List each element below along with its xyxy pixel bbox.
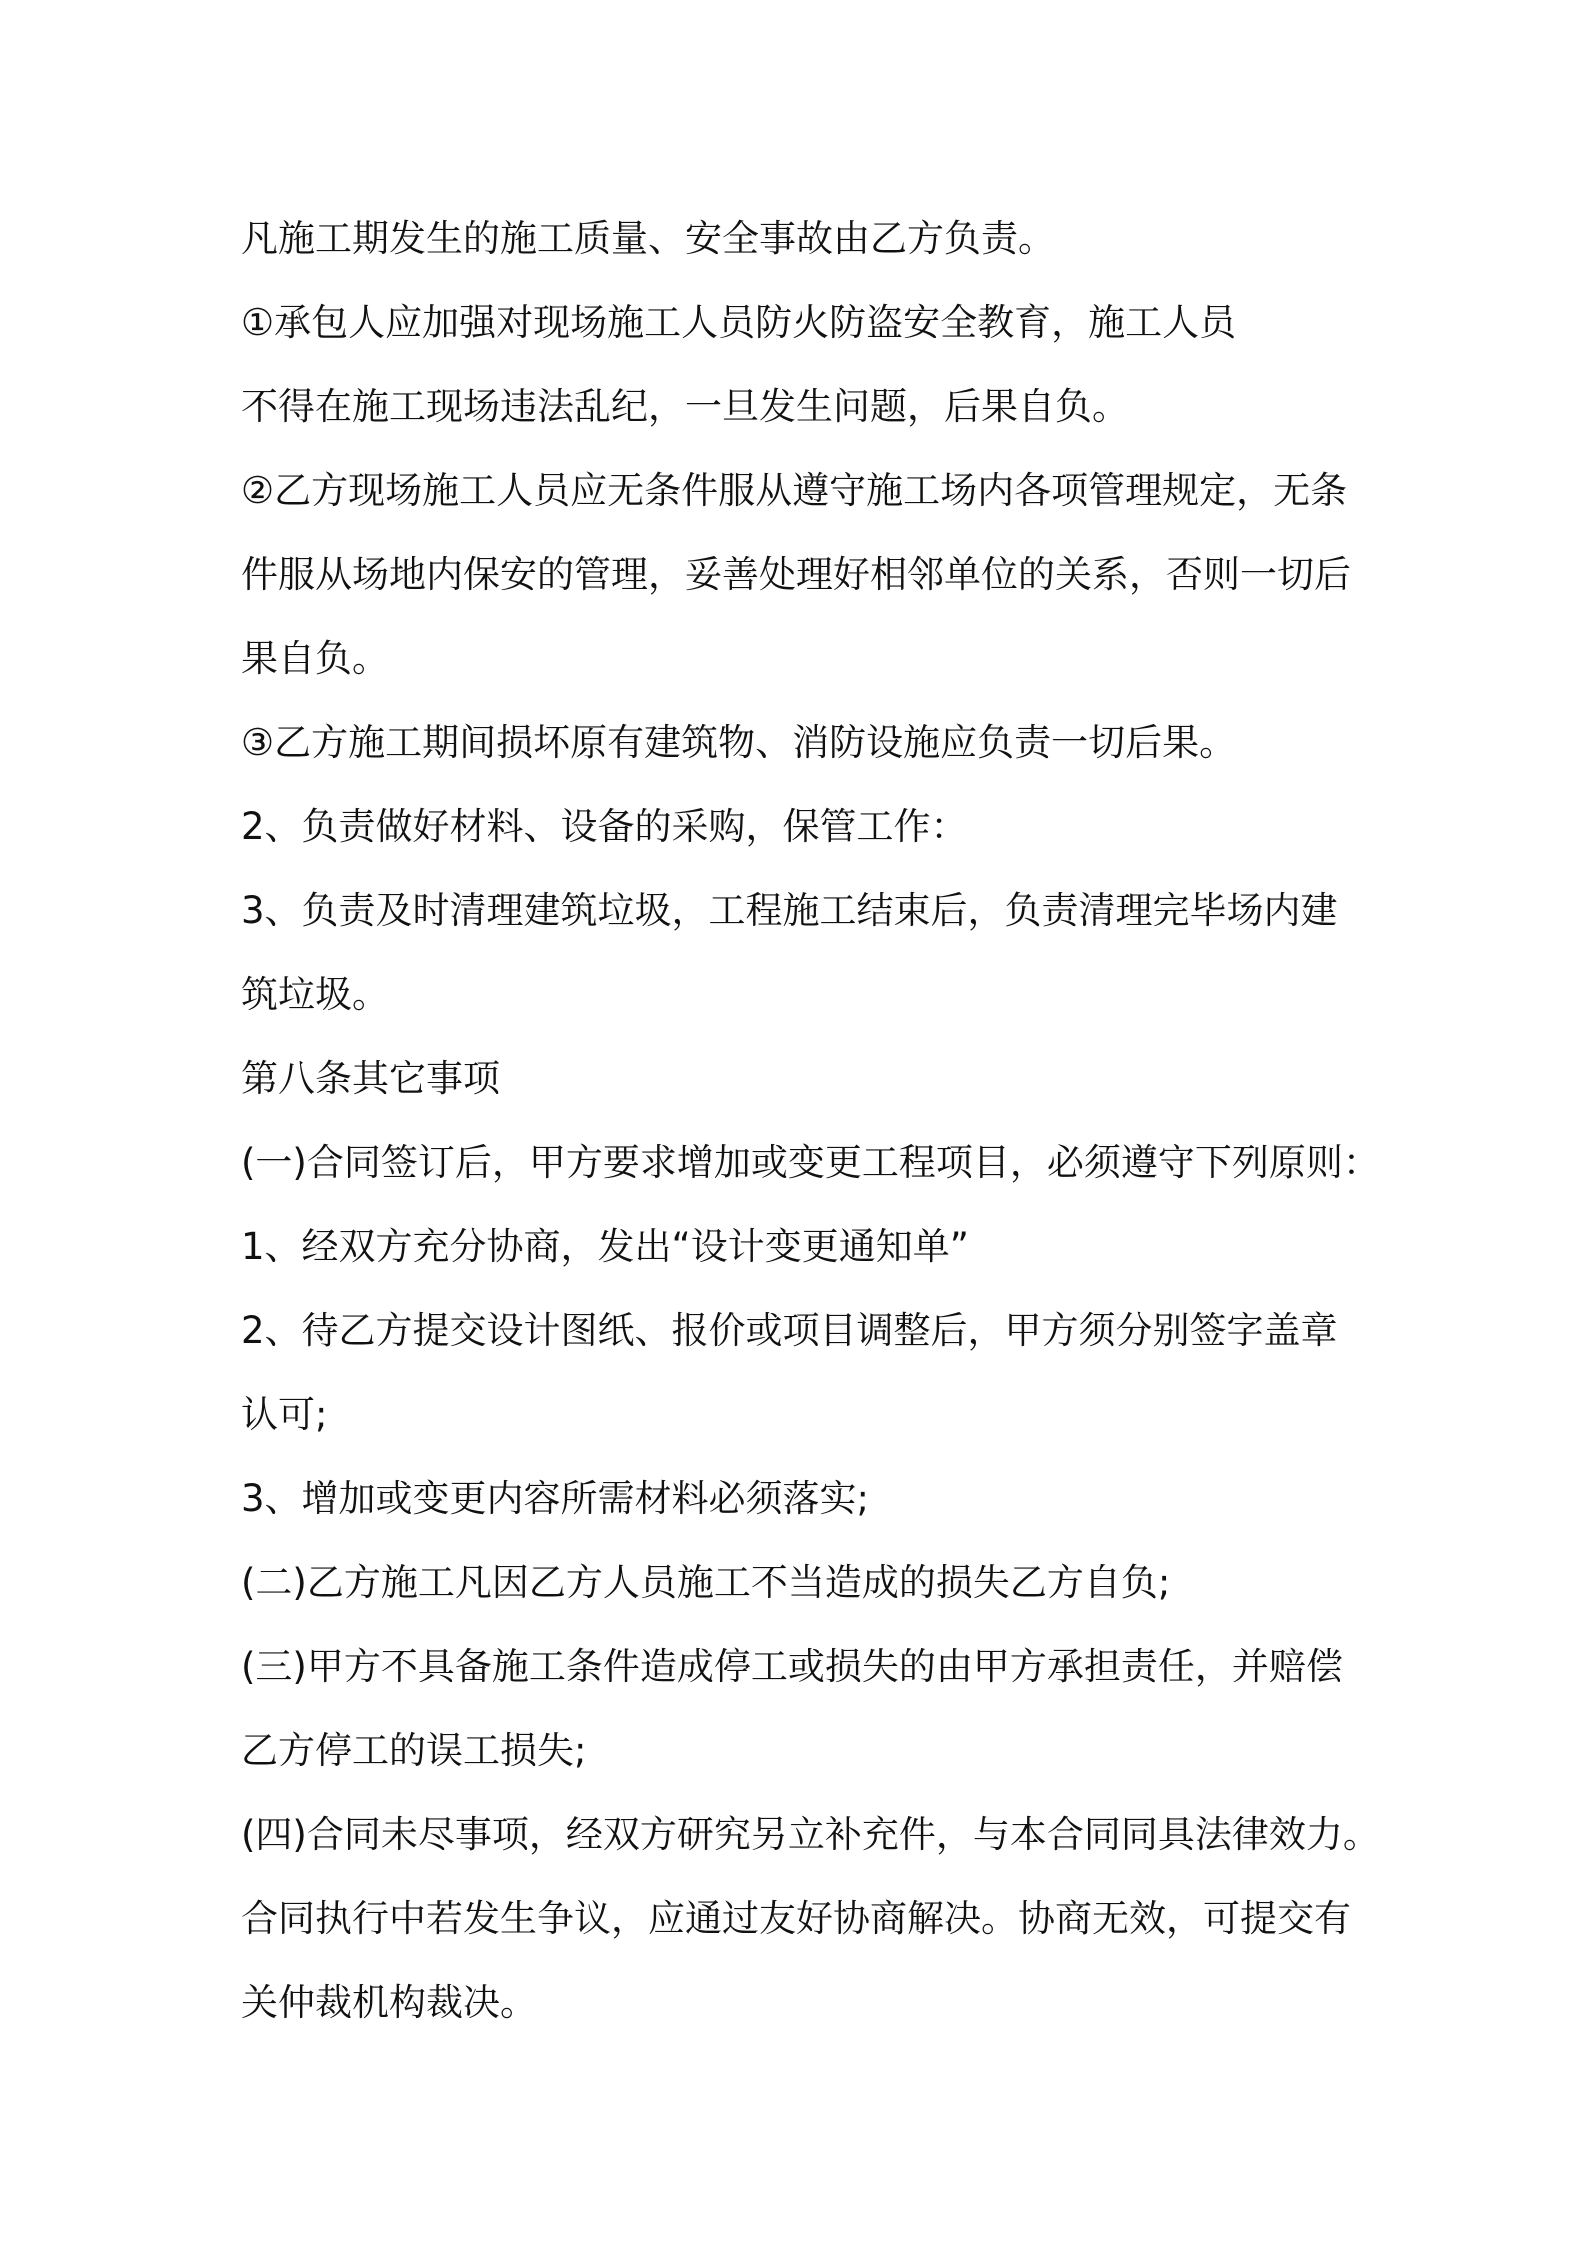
document-body <box>241 197 1380 2045</box>
text-line: 果自负。 <box>241 637 389 680</box>
text-line: ②乙方现场施工人员应无条件服从遵守施工场内各项管理规定，无条 <box>241 469 1348 512</box>
text-line: (二)乙方施工凡因乙方人员施工不当造成的损失乙方自负; <box>241 1561 1171 1604</box>
text-line: 关仲裁机构裁决。 <box>241 1981 537 2024</box>
text-line: 凡施工期发生的施工质量、安全事故由乙方负责。 <box>241 217 1055 260</box>
text-line: (四)合同未尽事项，经双方研究另立补充件，与本合同同具法律效力。 <box>241 1813 1380 1856</box>
text-line: 合同执行中若发生争议，应通过友好协商解决。协商无效，可提交有 <box>241 1897 1351 1940</box>
text-line: 乙方停工的误工损失; <box>241 1729 587 1772</box>
text-line: 认可; <box>241 1393 328 1436</box>
text-line: 1、经双方充分协商，发出“设计变更通知单” <box>241 1225 969 1268</box>
text-line: 不得在施工现场违法乱纪，一旦发生问题，后果自负。 <box>241 385 1129 428</box>
text-line: (三)甲方不具备施工条件造成停工或损失的由甲方承担责任，并赔偿 <box>241 1645 1343 1688</box>
text-line: 3、负责及时清理建筑垃圾，工程施工结束后，负责清理完毕场内建 <box>241 889 1338 932</box>
text-line: 件服从场地内保安的管理，妥善处理好相邻单位的关系，否则一切后 <box>241 553 1351 596</box>
text-line: 2、负责做好材料、设备的采购，保管工作： <box>241 805 968 848</box>
section-heading: 第八条其它事项 <box>241 1057 500 1100</box>
text-line: (一)合同签订后，甲方要求增加或变更工程项目，必须遵守下列原则： <box>241 1141 1380 1184</box>
text-line: ①承包人应加强对现场施工人员防火防盗安全教育，施工人员 <box>241 301 1237 344</box>
text-line: 2、待乙方提交设计图纸、报价或项目调整后，甲方须分别签字盖章 <box>241 1309 1338 1352</box>
text-line: ③乙方施工期间损坏原有建筑物、消防设施应负责一切后果。 <box>241 721 1237 764</box>
text-line: 筑垃圾。 <box>241 973 389 1016</box>
text-line: 3、增加或变更内容所需材料必须落实; <box>241 1477 870 1520</box>
